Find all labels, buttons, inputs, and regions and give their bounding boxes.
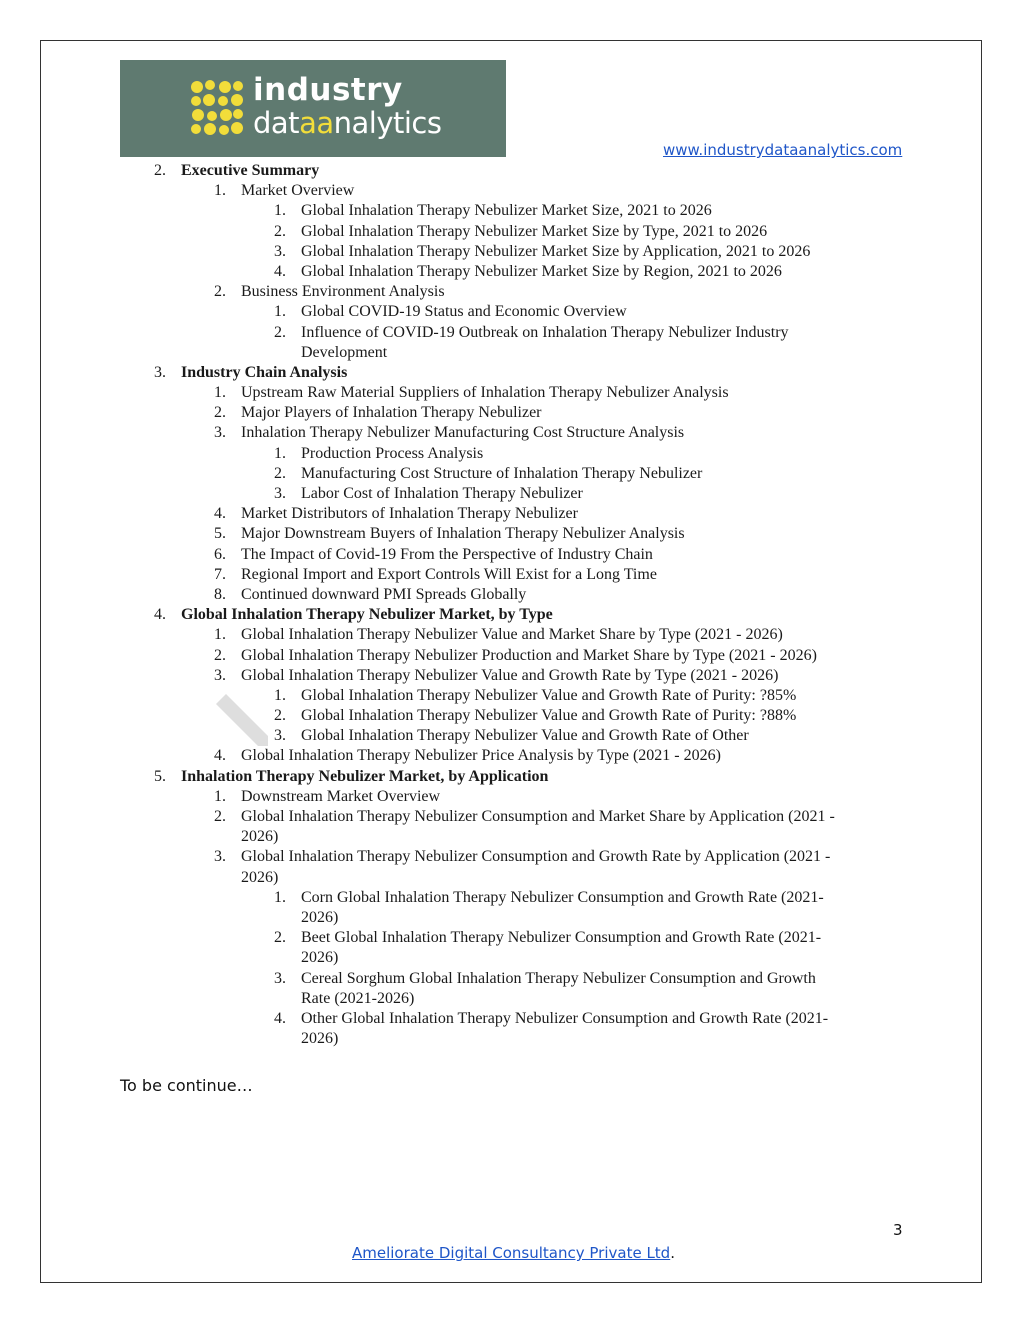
toc-subitem: 2. Global Inhalation Therapy Nebulizer Value and Growth Rate of Purity: ?88% bbox=[274, 707, 797, 725]
toc-item: 5. Major Downstream Buyers of Inhalation Therapy Nebulizer Analysis bbox=[214, 525, 685, 543]
toc-subitem: 2. Global Inhalation Therapy Nebulizer Market Size by Type, 2021 to 2026 bbox=[274, 222, 768, 240]
toc-section: 5. Inhalation Therapy Nebulizer Market, by Application bbox=[154, 767, 549, 785]
toc-subitem: 2. Beet Global Inhalation Therapy Nebulizer Consumption and Growth Rate (2021- bbox=[274, 929, 822, 947]
toc-item: 6. The Impact of Covid-19 From the Perspective of Industry Chain bbox=[214, 545, 653, 563]
toc-item: 4. Global Inhalation Therapy Nebulizer Price Analysis by Type (2021 - 2026) bbox=[214, 747, 721, 765]
toc-subitem: 1. Corn Global Inhalation Therapy Nebulizer Consumption and Growth Rate (2021- bbox=[274, 888, 824, 906]
toc-subitem-continuation: 2026) bbox=[301, 1030, 339, 1048]
toc-item: 3. Global Inhalation Therapy Nebulizer Consumption and Growth Rate by Application (2021 - bbox=[214, 848, 831, 866]
logo-wordmark-dataanalytics: dataanalytics bbox=[253, 106, 442, 140]
toc-subitem: 1. Global Inhalation Therapy Nebulizer Value and Growth Rate of Purity: ?85% bbox=[274, 686, 797, 704]
toc-item: 1. Global Inhalation Therapy Nebulizer Value and Market Share by Type (2021 - 2026) bbox=[214, 626, 783, 644]
page-number: 3 bbox=[893, 1221, 903, 1239]
toc-subitem: 3. Global Inhalation Therapy Nebulizer Value and Growth Rate of Other bbox=[274, 727, 749, 745]
toc-subitem: 1. Production Process Analysis bbox=[274, 444, 484, 462]
toc-section: 2. Executive Summary bbox=[154, 162, 320, 179]
toc-item: 2. Business Environment Analysis bbox=[214, 283, 445, 301]
toc-subitem: 1. Global Inhalation Therapy Nebulizer Market Size, 2021 to 2026 bbox=[274, 202, 712, 220]
toc-section: 3. Industry Chain Analysis bbox=[154, 363, 348, 381]
toc-subitem: 2. Influence of COVID-19 Outbreak on Inhalation Therapy Nebulizer Industry bbox=[274, 323, 789, 341]
logo-dots-icon bbox=[190, 80, 244, 136]
footer bbox=[352, 1244, 675, 1262]
toc-item: 4. Market Distributors of Inhalation Therapy Nebulizer bbox=[214, 505, 578, 523]
toc-item: 1. Upstream Raw Material Suppliers of Inhalation Therapy Nebulizer Analysis bbox=[214, 384, 729, 402]
toc-subitem-continuation: 2026) bbox=[301, 908, 339, 926]
toc-item: 1. Downstream Market Overview bbox=[214, 787, 441, 805]
toc-subitem-continuation: Development bbox=[301, 343, 388, 361]
table-of-contents bbox=[0, 161, 1024, 1049]
toc-item-continuation: 2026) bbox=[241, 828, 279, 846]
toc-subitem: 4. Other Global Inhalation Therapy Nebulizer Consumption and Growth Rate (2021- bbox=[274, 1009, 829, 1027]
company-logo bbox=[120, 60, 506, 157]
toc-item-continuation: 2026) bbox=[241, 868, 279, 886]
toc-item: 1. Market Overview bbox=[214, 182, 355, 200]
toc-item: 2. Global Inhalation Therapy Nebulizer Production and Market Share by Type (2021 - 2026) bbox=[214, 646, 817, 664]
footer-suffix: . bbox=[670, 1244, 675, 1262]
toc-item: 8. Continued downward PMI Spreads Globally bbox=[214, 585, 527, 603]
toc-subitem: 4. Global Inhalation Therapy Nebulizer Market Size by Region, 2021 to 2026 bbox=[274, 262, 782, 280]
toc-subitem-continuation: 2026) bbox=[301, 949, 339, 967]
toc-subitem: 3. Labor Cost of Inhalation Therapy Nebulizer bbox=[274, 485, 583, 502]
toc-item: 2. Major Players of Inhalation Therapy Nebulizer bbox=[214, 404, 542, 422]
toc-section: 4. Global Inhalation Therapy Nebulizer Market, by Type bbox=[154, 606, 553, 624]
toc-subitem-continuation: Rate (2021-2026) bbox=[301, 989, 415, 1007]
toc-item: 3. Inhalation Therapy Nebulizer Manufacturing Cost Structure Analysis bbox=[214, 424, 685, 442]
toc-subitem: 3. Global Inhalation Therapy Nebulizer Market Size by Application, 2021 to 2026 bbox=[274, 242, 811, 260]
toc-subitem: 3. Cereal Sorghum Global Inhalation Therapy Nebulizer Consumption and Growth bbox=[274, 969, 816, 987]
logo-wordmark-industry: industry bbox=[253, 72, 403, 108]
toc-item: 3. Global Inhalation Therapy Nebulizer Value and Growth Rate by Type (2021 - 2026) bbox=[214, 666, 779, 684]
toc-subitem: 1. Global COVID-19 Status and Economic Overview bbox=[274, 303, 627, 321]
continuation-note: To be continue… bbox=[120, 1076, 253, 1095]
toc-subitem: 2. Manufacturing Cost Structure of Inhalation Therapy Nebulizer bbox=[274, 464, 703, 482]
toc-item: 7. Regional Import and Export Controls Will Exist for a Long Time bbox=[214, 565, 657, 583]
footer-company-link[interactable]: Ameliorate Digital Consultancy Private Ltd bbox=[352, 1244, 671, 1262]
watermark-shape-icon bbox=[210, 688, 272, 750]
website-link[interactable]: www.industrydataanalytics.com bbox=[663, 141, 903, 159]
toc-item: 2. Global Inhalation Therapy Nebulizer Consumption and Market Share by Application (2021 - bbox=[214, 808, 835, 825]
